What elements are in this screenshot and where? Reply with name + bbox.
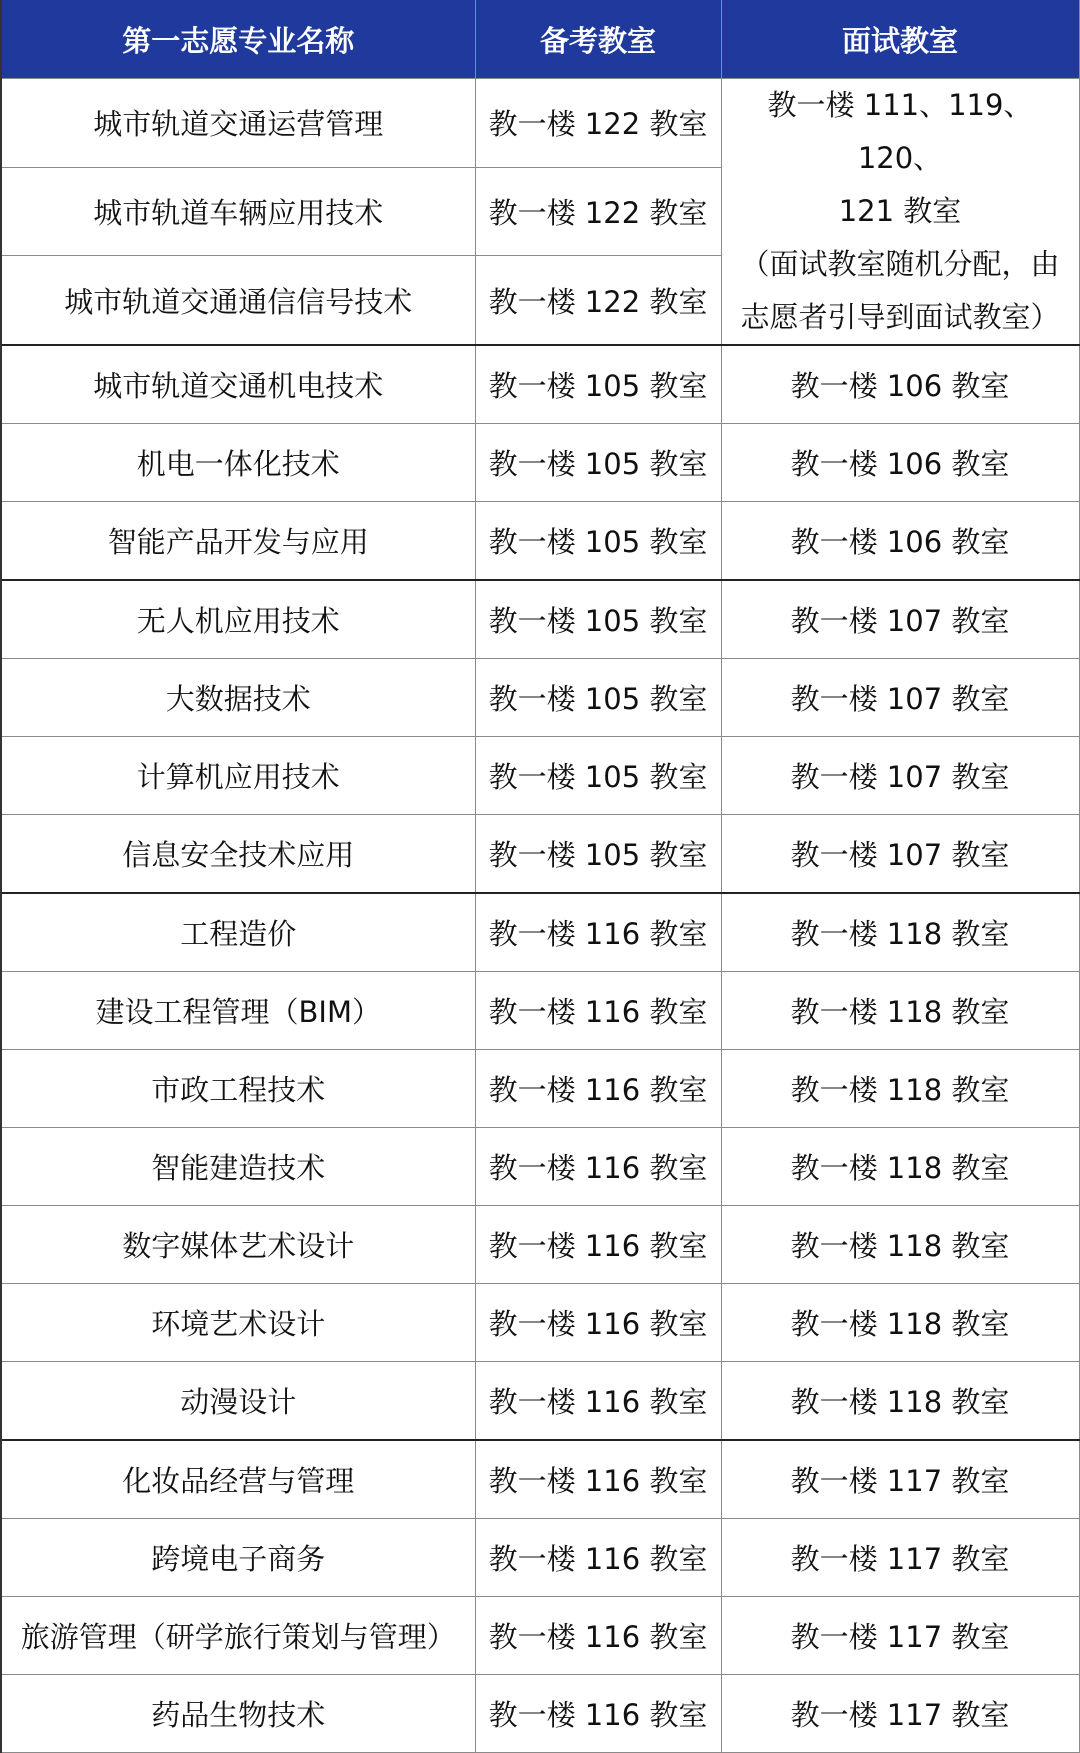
- interview-room: 教一楼 106 教室: [721, 424, 1079, 502]
- major-name: 机电一体化技术: [1, 424, 475, 502]
- major-name: 城市轨道交通运营管理: [1, 79, 475, 168]
- table-row: [1, 815, 1079, 894]
- merged-interview-note: （面试教室随机分配，由: [740, 247, 1060, 281]
- major-name: 化妆品经营与管理: [1, 1440, 475, 1519]
- interview-room: 教一楼 107 教室: [721, 737, 1079, 815]
- prep-room: 教一楼 105 教室: [475, 580, 721, 659]
- major-name: 大数据技术: [1, 659, 475, 737]
- table-row: [1, 424, 1079, 502]
- major-name: 城市轨道车辆应用技术: [1, 167, 475, 256]
- table-row: [1, 1284, 1079, 1362]
- merged-interview-line: 教一楼 111、119、120、: [767, 88, 1033, 175]
- table-row: [1, 1519, 1079, 1597]
- interview-room: 教一楼 118 教室: [721, 1362, 1079, 1441]
- table-row: [1, 737, 1079, 815]
- major-name: 计算机应用技术: [1, 737, 475, 815]
- table-row: [1, 1440, 1079, 1519]
- table-header-row: [1, 0, 1079, 79]
- table-row: [1, 1050, 1079, 1128]
- table-row: [1, 972, 1079, 1050]
- interview-room: 教一楼 118 教室: [721, 1128, 1079, 1206]
- prep-room: 教一楼 105 教室: [475, 815, 721, 894]
- merged-interview-room: [721, 79, 1079, 346]
- prep-room: 教一楼 116 教室: [475, 1128, 721, 1206]
- header-prep-room: 备考教室: [475, 0, 721, 79]
- major-name: 药品生物技术: [1, 1675, 475, 1753]
- header-major: 第一志愿专业名称: [1, 0, 475, 79]
- interview-room: 教一楼 107 教室: [721, 580, 1079, 659]
- interview-room: 教一楼 118 教室: [721, 1284, 1079, 1362]
- interview-room: 教一楼 118 教室: [721, 1206, 1079, 1284]
- interview-room: 教一楼 106 教室: [721, 345, 1079, 424]
- major-name: 市政工程技术: [1, 1050, 475, 1128]
- major-name: 无人机应用技术: [1, 580, 475, 659]
- interview-room: 教一楼 117 教室: [721, 1519, 1079, 1597]
- interview-room: 教一楼 118 教室: [721, 972, 1079, 1050]
- major-name: 城市轨道交通通信信号技术: [1, 256, 475, 345]
- table-row: [1, 1362, 1079, 1441]
- table-row: [1, 659, 1079, 737]
- prep-room: 教一楼 116 教室: [475, 1050, 721, 1128]
- prep-room: 教一楼 122 教室: [475, 79, 721, 168]
- major-name: 城市轨道交通机电技术: [1, 345, 475, 424]
- table-row: [1, 79, 1079, 168]
- prep-room: 教一楼 116 教室: [475, 1284, 721, 1362]
- major-name: 旅游管理（研学旅行策划与管理）: [1, 1597, 475, 1675]
- major-name: 建设工程管理（BIM）: [1, 972, 475, 1050]
- prep-room: 教一楼 116 教室: [475, 1675, 721, 1753]
- prep-room: 教一楼 116 教室: [475, 1206, 721, 1284]
- table-row: [1, 893, 1079, 972]
- major-name: 环境艺术设计: [1, 1284, 475, 1362]
- major-name: 工程造价: [1, 893, 475, 972]
- interview-room: 教一楼 117 教室: [721, 1440, 1079, 1519]
- table-row: [1, 580, 1079, 659]
- table-row: [1, 1597, 1079, 1675]
- major-name: 智能建造技术: [1, 1128, 475, 1206]
- interview-room: 教一楼 118 教室: [721, 893, 1079, 972]
- prep-room: 教一楼 105 教室: [475, 659, 721, 737]
- major-name: 信息安全技术应用: [1, 815, 475, 894]
- prep-room: 教一楼 116 教室: [475, 972, 721, 1050]
- interview-room: 教一楼 106 教室: [721, 502, 1079, 581]
- interview-room: 教一楼 107 教室: [721, 815, 1079, 894]
- merged-interview-note: 志愿者引导到面试教室）: [740, 300, 1060, 334]
- major-name: 动漫设计: [1, 1362, 475, 1441]
- prep-room: 教一楼 116 教室: [475, 1597, 721, 1675]
- prep-room: 教一楼 116 教室: [475, 893, 721, 972]
- prep-room: 教一楼 105 教室: [475, 345, 721, 424]
- prep-room: 教一楼 116 教室: [475, 1440, 721, 1519]
- merged-interview-line: 121 教室: [838, 194, 962, 228]
- table-row: [1, 1206, 1079, 1284]
- interview-room: 教一楼 117 教室: [721, 1597, 1079, 1675]
- prep-room: 教一楼 105 教室: [475, 737, 721, 815]
- table-row: [1, 1675, 1079, 1753]
- interview-room: 教一楼 118 教室: [721, 1050, 1079, 1128]
- prep-room: 教一楼 122 教室: [475, 256, 721, 345]
- prep-room: 教一楼 122 教室: [475, 167, 721, 256]
- table-row: [1, 1128, 1079, 1206]
- interview-room: 教一楼 117 教室: [721, 1675, 1079, 1753]
- interview-room: 教一楼 107 教室: [721, 659, 1079, 737]
- table-row: [1, 502, 1079, 581]
- prep-room: 教一楼 105 教室: [475, 424, 721, 502]
- major-name: 跨境电子商务: [1, 1519, 475, 1597]
- header-interview-room: 面试教室: [721, 0, 1079, 79]
- major-name: 智能产品开发与应用: [1, 502, 475, 581]
- table-row: [1, 345, 1079, 424]
- prep-room: 教一楼 116 教室: [475, 1362, 721, 1441]
- prep-room: 教一楼 105 教室: [475, 502, 721, 581]
- major-name: 数字媒体艺术设计: [1, 1206, 475, 1284]
- prep-room: 教一楼 116 教室: [475, 1519, 721, 1597]
